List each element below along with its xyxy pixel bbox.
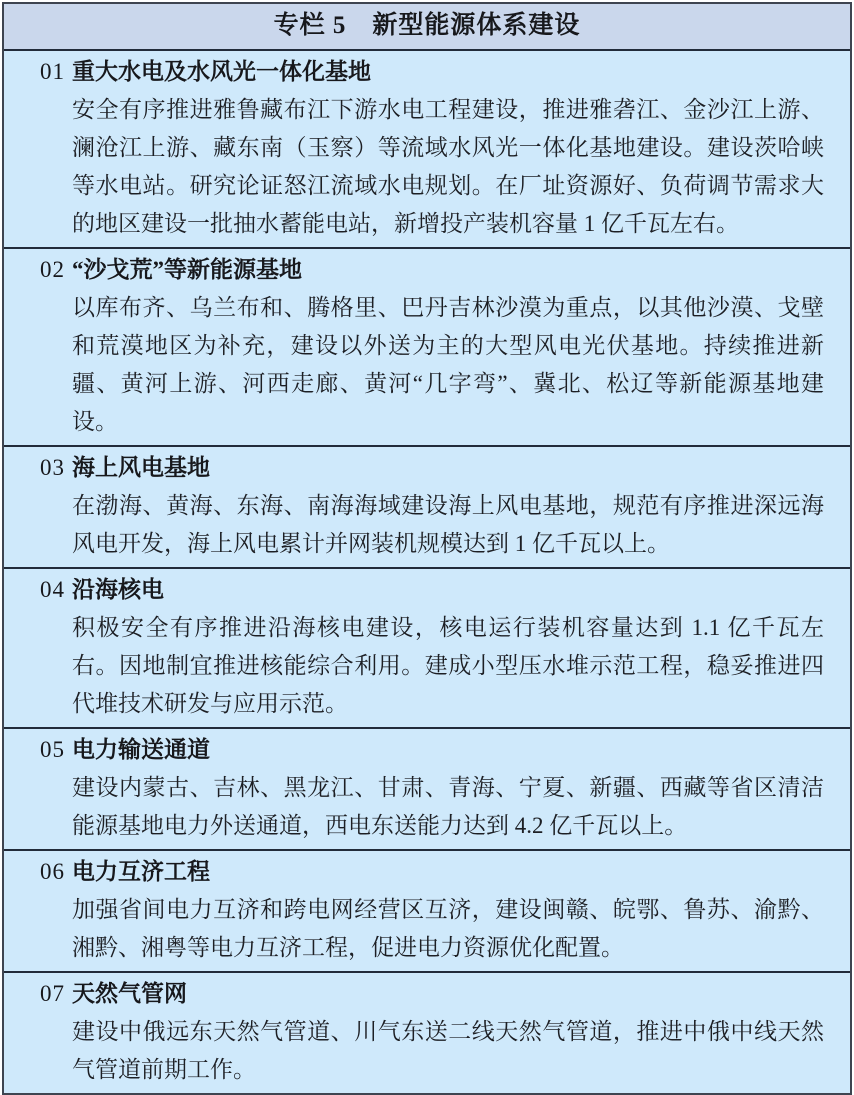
section-title: 重大水电及水风光一体化基地 [72, 59, 371, 84]
energy-system-panel [2, 2, 852, 1095]
section-body: 在渤海、黄海、东海、南海海域建设海上风电基地，规范有序推进深远海风电开发，海上风电累计并网装机规模达到 1 亿千瓦以上。 [72, 493, 824, 556]
section-row-02 [4, 249, 850, 447]
section-number: 05 [40, 737, 65, 762]
section-number: 06 [40, 859, 65, 884]
section-row-04 [4, 569, 850, 729]
section-number: 02 [40, 257, 65, 282]
section-title: “沙戈荒”等新能源基地 [72, 257, 302, 282]
panel-title: 专栏 5 新型能源体系建设 [4, 4, 850, 51]
section-number: 03 [40, 455, 65, 480]
section-row-07 [4, 973, 850, 1093]
section-row-01 [4, 51, 850, 249]
section-body: 安全有序推进雅鲁藏布江下游水电工程建设，推进雅砻江、金沙江上游、澜沧江上游、藏东南（玉察）等流域水风光一体化基地建设。建设茨哈峡等水电站。研究论证怒江流域水电规划。在厂址资源好、负荷调节需求大的地区建设一批抽水蓄能电站，新增投产装机容量 1 亿千瓦左右。 [72, 97, 824, 236]
section-number: 01 [40, 59, 65, 84]
section-title: 沿海核电 [72, 577, 164, 602]
section-row-03 [4, 447, 850, 569]
section-body: 建设中俄远东天然气管道、川气东送二线天然气管道，推进中俄中线天然气管道前期工作。 [72, 1019, 824, 1082]
section-number: 07 [40, 981, 65, 1006]
section-title: 天然气管网 [72, 981, 187, 1006]
section-row-06 [4, 851, 850, 973]
section-row-05 [4, 729, 850, 851]
section-number: 04 [40, 577, 65, 602]
section-title: 海上风电基地 [72, 455, 210, 480]
section-body: 建设内蒙古、吉林、黑龙江、甘肃、青海、宁夏、新疆、西藏等省区清洁能源基地电力外送通道，西电东送能力达到 4.2 亿千瓦以上。 [72, 775, 824, 838]
section-title: 电力输送通道 [72, 737, 210, 762]
section-body: 加强省间电力互济和跨电网经营区互济，建设闽赣、皖鄂、鲁苏、渝黔、湘黔、湘粤等电力互济工程，促进电力资源优化配置。 [72, 897, 824, 960]
section-body: 以库布齐、乌兰布和、腾格里、巴丹吉林沙漠为重点，以其他沙漠、戈壁和荒漠地区为补充，建设以外送为主的大型风电光伏基地。持续推进新疆、黄河上游、河西走廊、黄河“几字弯”、冀北、松辽等新能源基地建设。 [72, 295, 824, 434]
section-body: 积极安全有序推进沿海核电建设，核电运行装机容量达到 1.1 亿千瓦左右。因地制宜推进核能综合利用。建成小型压水堆示范工程，稳妥推进四代堆技术研发与应用示范。 [72, 615, 824, 716]
section-title: 电力互济工程 [72, 859, 210, 884]
